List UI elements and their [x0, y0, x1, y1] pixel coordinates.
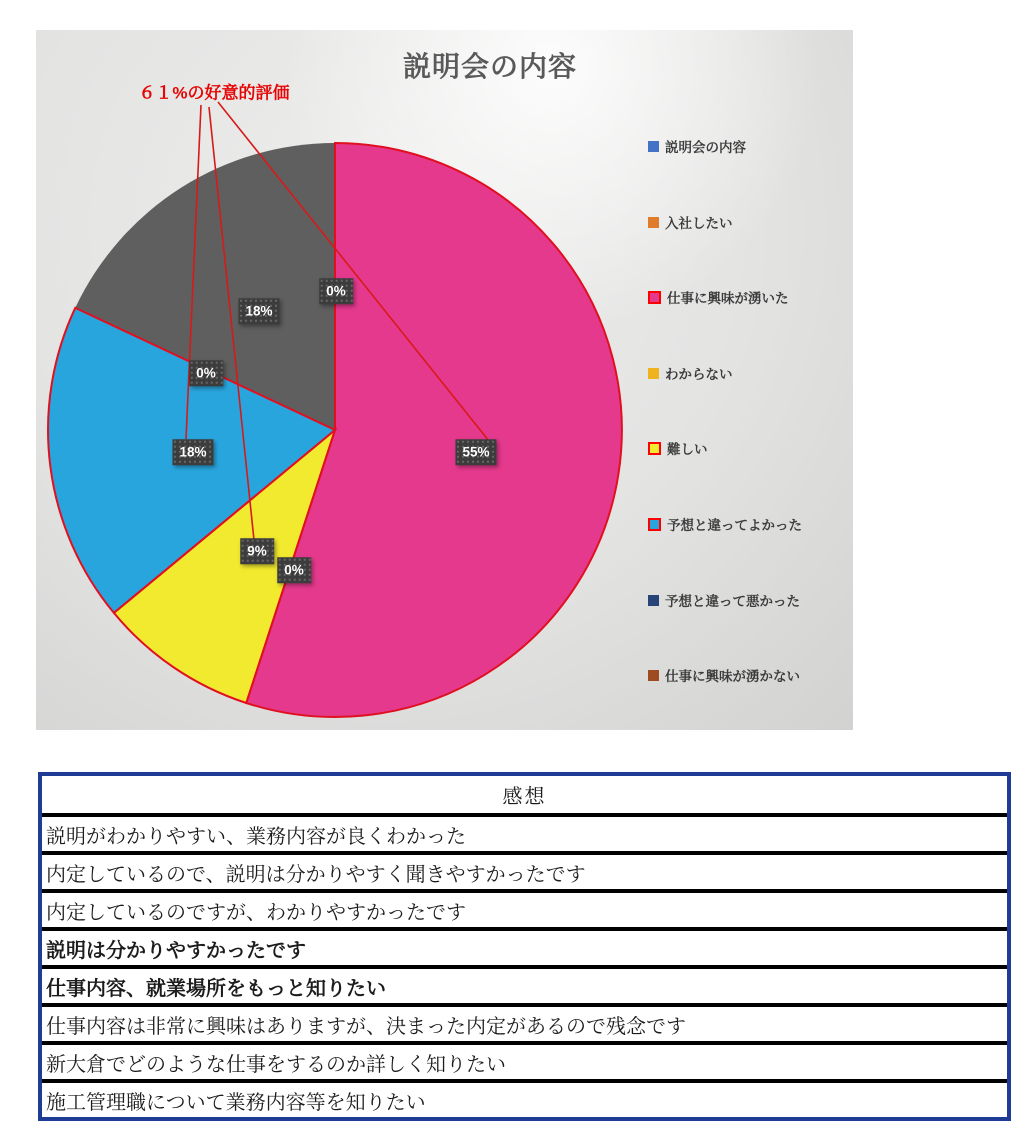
table-cell-comment-5: 仕事内容は非常に興味はありますが、決まった内定があるので残念です	[42, 1005, 1007, 1043]
pie-data-label-5: 0%	[189, 360, 223, 386]
annotation-favorable-61-percent: ６１%の好意的評価	[138, 83, 290, 103]
table-cell-comment-0: 説明がわかりやすい、業務内容が良くわかった	[42, 815, 1007, 853]
table-row	[42, 1005, 1007, 1043]
legend-item-label: わからない	[665, 367, 733, 382]
table-row	[42, 815, 1007, 853]
legend-item-label: 難しい	[667, 442, 708, 457]
comments-table	[38, 772, 1011, 1121]
table-cell-comment-4: 仕事内容、就業場所をもっと知りたい	[42, 967, 1007, 1005]
table-header-cell: 感想	[502, 786, 547, 808]
table-cell-comment-2: 内定しているのですが、わかりやすかったです	[42, 891, 1007, 929]
legend-swatch-icon	[648, 442, 661, 455]
pie-data-label-3: 9%	[240, 538, 274, 564]
pie-data-label-6: 18%	[238, 298, 279, 324]
legend-item-6	[648, 590, 800, 610]
legend-item-label: 仕事に興味が湧かない	[665, 669, 800, 684]
table-row	[42, 853, 1007, 891]
table-cell-comment-3: 説明は分かりやすかったです	[42, 929, 1007, 967]
table-row	[42, 891, 1007, 929]
table-cell-comment-6: 新大倉でどのような仕事をするのか詳しく知りたい	[42, 1043, 1007, 1081]
table-row	[42, 967, 1007, 1005]
legend-item-label: 予想と違ってよかった	[667, 518, 802, 533]
legend-swatch-icon	[648, 595, 659, 606]
legend-swatch-icon	[648, 217, 659, 228]
pie-data-label-1: 55%	[455, 439, 496, 465]
table-row	[42, 1043, 1007, 1081]
legend-swatch-icon	[648, 670, 659, 681]
legend-swatch-icon	[648, 141, 659, 152]
legend-item-1	[648, 212, 733, 232]
legend-item-2	[648, 287, 789, 307]
legend-swatch-icon	[648, 291, 661, 304]
legend-swatch-icon	[648, 368, 659, 379]
pie-data-label-4: 18%	[172, 439, 213, 465]
comments-table-grid	[42, 776, 1007, 1117]
legend-item-5	[648, 514, 802, 534]
legend-item-label: 予想と違って悪かった	[665, 594, 800, 609]
legend-item-label: 仕事に興味が湧いた	[667, 291, 789, 306]
table-row	[42, 929, 1007, 967]
legend-item-0	[648, 136, 746, 156]
table-header-row	[42, 776, 1007, 815]
legend-swatch-icon	[648, 518, 661, 531]
table-cell-comment-7: 施工管理職について業務内容等を知りたい	[42, 1081, 1007, 1117]
chart-title: 説明会の内容	[402, 51, 578, 82]
legend-item-label: 入社したい	[665, 216, 733, 231]
legend-item-3	[648, 363, 733, 383]
table-row	[42, 1081, 1007, 1117]
pie-data-label-0: 0%	[319, 278, 353, 304]
legend-item-7	[648, 665, 800, 685]
table-cell-comment-1: 内定しているので、説明は分かりやすく聞きやすかったです	[42, 853, 1007, 891]
legend-item-label: 説明会の内容	[665, 140, 746, 155]
legend-item-4	[648, 438, 708, 458]
pie-chart-area	[36, 30, 853, 730]
pie-data-label-2: 0%	[277, 557, 311, 583]
